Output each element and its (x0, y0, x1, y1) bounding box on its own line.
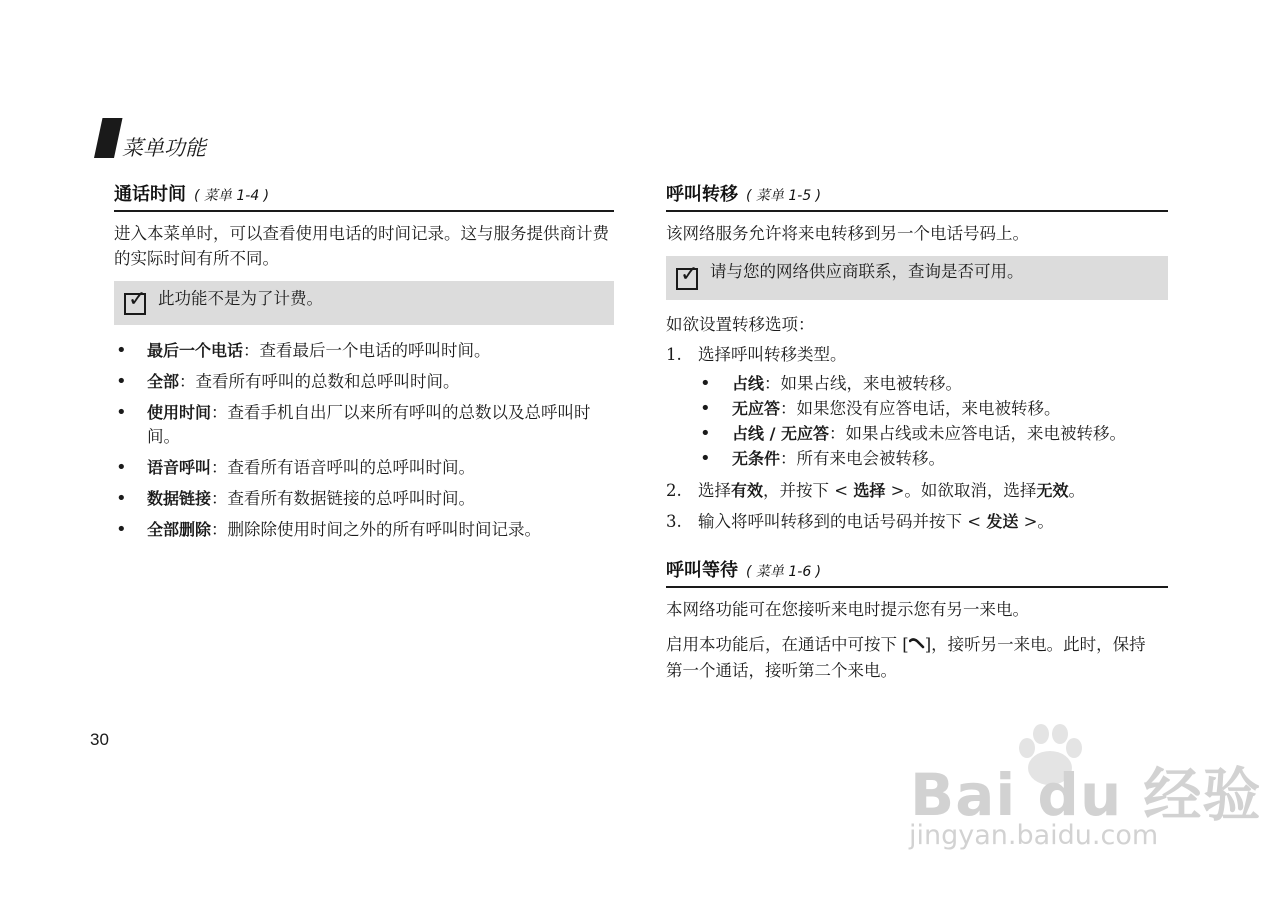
watermark-url: jingyan.baidu.com (909, 820, 1159, 851)
chapter-bar (94, 118, 123, 158)
intro-paragraph: 该网络服务允许将来电转移到另一个电话号码上。 (666, 224, 1029, 243)
list-item: • 使用时间：查看手机自出厂以来所有呼叫的总数以及总呼叫时间。 (114, 401, 614, 449)
section-title: 呼叫转移 (666, 184, 738, 205)
section-header-call-time (114, 180, 614, 212)
chapter-title: 菜单功能 (122, 136, 206, 160)
section-title: 通话时间 (114, 184, 186, 205)
list-item: • 全部删除：删除除使用时间之外的所有呼叫时间记录。 (114, 518, 614, 542)
watermark-logo: Bai du 经验 (910, 761, 1262, 829)
lead-text: 如欲设置转移选项： (666, 315, 815, 334)
right-column (666, 180, 1168, 693)
forward-steps-cont (666, 479, 1168, 534)
note-text: 请与您的网络供应商联系，查询是否可用。 (710, 262, 1024, 281)
forward-steps (666, 343, 1168, 367)
section-title: 呼叫等待 (666, 560, 738, 581)
list-item: • 无应答：如果您没有应答电话，来电被转移。 (698, 397, 1168, 421)
waiting-paragraph-1: 本网络功能可在您接听来电时提示您有另一来电。 (666, 600, 1029, 619)
send-key-icon (909, 633, 925, 658)
note-box (114, 281, 614, 325)
checkbox-icon: ✓ (124, 293, 146, 315)
list-item: • 全部：查看所有呼叫的总数和总呼叫时间。 (114, 370, 614, 394)
list-item: • 占线：如果占线，来电被转移。 (698, 372, 1168, 396)
call-time-options (114, 339, 614, 542)
step-2: 2. 选择有效，并按下 < 选择 >。如欲取消，选择无效。 (666, 481, 1085, 500)
section-header-call-waiting (666, 556, 1168, 588)
checkbox-icon: ✓ (676, 268, 698, 290)
list-item: • 无条件：所有来电会被转移。 (698, 447, 1168, 471)
note-box (666, 256, 1168, 300)
waiting-paragraph-2: 启用本功能后，在通话中可按下 [ ]，接听另一来电。此时，保持第一个通话，接听第二个来电。 (666, 635, 1146, 680)
baidu-watermark (905, 720, 1262, 860)
section-menu-ref: ( 菜单 1-5 ) (746, 188, 822, 204)
list-item: • 语音呼叫：查看所有语音呼叫的总呼叫时间。 (114, 456, 614, 480)
forward-type-options (698, 372, 1168, 471)
page-number: 30 (90, 730, 109, 749)
list-item: • 占线 / 无应答：如果占线或未应答电话，来电被转移。 (698, 422, 1168, 446)
left-column (114, 180, 614, 549)
step-1: 1. 选择呼叫转移类型。 (666, 345, 847, 364)
list-item: • 数据链接：查看所有数据链接的总呼叫时间。 (114, 487, 614, 511)
section-menu-ref: ( 菜单 1-6 ) (746, 564, 822, 580)
section-menu-ref: ( 菜单 1-4 ) (194, 188, 270, 204)
intro-paragraph: 进入本菜单时，可以查看使用电话的时间记录。这与服务提供商计费的实际时间有所不同。 (114, 224, 609, 268)
list-item: • 最后一个电话：查看最后一个电话的呼叫时间。 (114, 339, 614, 363)
step-3: 3. 输入将呼叫转移到的电话号码并按下 < 发送 >。 (666, 512, 1054, 531)
section-header-call-forward (666, 180, 1168, 212)
note-text: 此功能不是为了计费。 (158, 289, 323, 308)
